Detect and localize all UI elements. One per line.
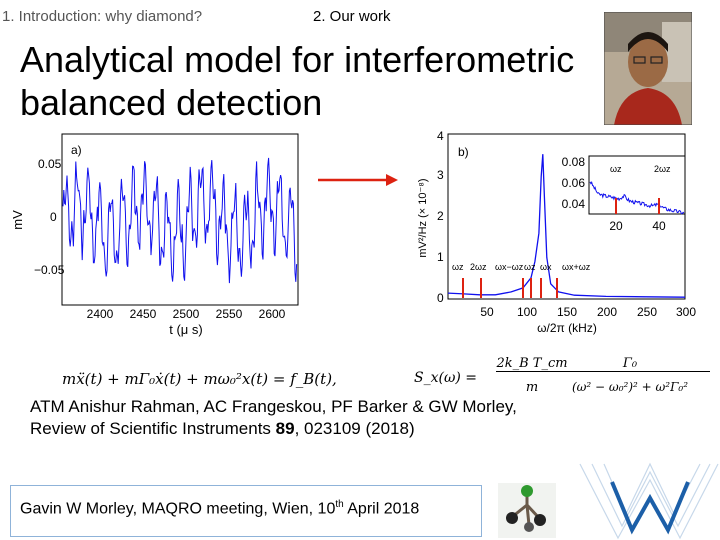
psd-frac1-numerator: 2k_B T_cm (496, 356, 568, 371)
panel-b-xtick-1: 100 (516, 305, 538, 319)
panel-b-ylabel: mV²/Hz (× 10⁻⁸) (417, 178, 429, 258)
panel-a-xtick-0: 2400 (86, 307, 114, 321)
inset-ytick-1: 0.06 (561, 176, 585, 190)
title-line-2: balanced detection (20, 82, 323, 123)
citation (30, 396, 590, 440)
inset-label-2wz: 2ωz (654, 164, 671, 174)
panel-a-ytick-0: 0.05 (38, 157, 62, 171)
citation-authors: ATM Anishur Rahman, AC Frangeskou, PF Barker & GW Morley, (30, 397, 517, 416)
panel-b-ytick-0: 0 (437, 291, 444, 305)
panel-b-ytick-3: 3 (437, 168, 444, 182)
footer-text-main: Gavin W Morley, MAQRO meeting, Wien, 10 (20, 500, 336, 518)
psd-frac1-denominator: m (525, 380, 539, 395)
panel-a-ytick-1: 0 (50, 210, 57, 224)
panel-a-xtick-4: 2600 (258, 307, 286, 321)
peak-label-wz: ωz (452, 262, 464, 272)
citation-journal-name: Review of Scientific Instruments (30, 419, 276, 438)
psd-frac2-numerator: Γ₀ (550, 356, 710, 372)
panel-b-ytick-4: 4 (437, 129, 444, 143)
panel-a-xtick-2: 2500 (172, 307, 200, 321)
panel-b-xtick-2: 150 (556, 305, 578, 319)
peak-label-wx: ωx (540, 262, 552, 272)
panel-a-ylabel: mV (10, 210, 25, 230)
title-line-1: Analytical model for interferometric (20, 39, 575, 80)
panel-b-xlabel: ω/2π (kHz) (537, 321, 597, 335)
speaker-photo (604, 12, 692, 125)
footer-text (20, 499, 419, 518)
panel-b (417, 129, 696, 335)
equation-of-motion: mẍ(t) + mΓ₀ẋ(t) + mω₀²x(t) = f_B(t), (62, 370, 337, 388)
slide-title (20, 38, 620, 124)
figure-panels (0, 128, 720, 353)
citation-volume: 89 (275, 419, 295, 438)
panel-b-xtick-5: 300 (675, 305, 697, 319)
psd-equation (414, 356, 714, 400)
panel-b-xtick-4: 250 (636, 305, 658, 319)
inset-label-wz: ωz (610, 164, 622, 174)
citation-pages-year: , 023109 (2018) (294, 419, 415, 438)
inset-frame (589, 156, 685, 214)
panel-a-label: a) (71, 143, 82, 157)
panel-b-xtick-3: 200 (596, 305, 618, 319)
peak-label-wx-plus-wz: ωx+ωz (562, 262, 591, 272)
inset-ytick-2: 0.04 (561, 197, 585, 211)
panel-b-ytick-2: 2 (437, 209, 444, 223)
panel-b-xtick-0: 50 (480, 305, 494, 319)
footer-superscript: th (335, 499, 344, 510)
citation-journal (30, 418, 590, 440)
footer-text-date: April 2018 (343, 500, 420, 518)
panel-a-xtick-1: 2450 (129, 307, 157, 321)
panel-a-xlabel: t (μ s) (169, 322, 203, 337)
peak-label-wx-minus-wz: ωx−ωz (495, 262, 524, 272)
breadcrumb-our-work[interactable]: 2. Our work (313, 8, 391, 25)
psd-lhs: S_x(ω) = (414, 370, 478, 386)
panel-b-ytick-1: 1 (437, 250, 444, 264)
inset-xtick-0: 20 (609, 219, 623, 233)
peak-label-wz-2: ωz (524, 262, 536, 272)
wave-logo-icon (560, 462, 720, 540)
panel-b-label: b) (458, 145, 469, 159)
breadcrumb-intro[interactable]: 1. Introduction: why diamond? (2, 8, 203, 25)
psd-frac2-denominator: (ω² − ω₀²)² + ω²Γ₀² (571, 380, 689, 394)
panel-a (10, 134, 298, 337)
panel-a-xtick-3: 2550 (215, 307, 243, 321)
inset-xtick-1: 40 (652, 219, 666, 233)
panel-a-ytick-2: −0.05 (34, 263, 65, 277)
inset-ytick-0: 0.08 (561, 155, 585, 169)
red-arrow-icon (318, 174, 398, 186)
peak-label-2wz: 2ωz (470, 262, 487, 272)
molecule-icon (498, 483, 556, 538)
